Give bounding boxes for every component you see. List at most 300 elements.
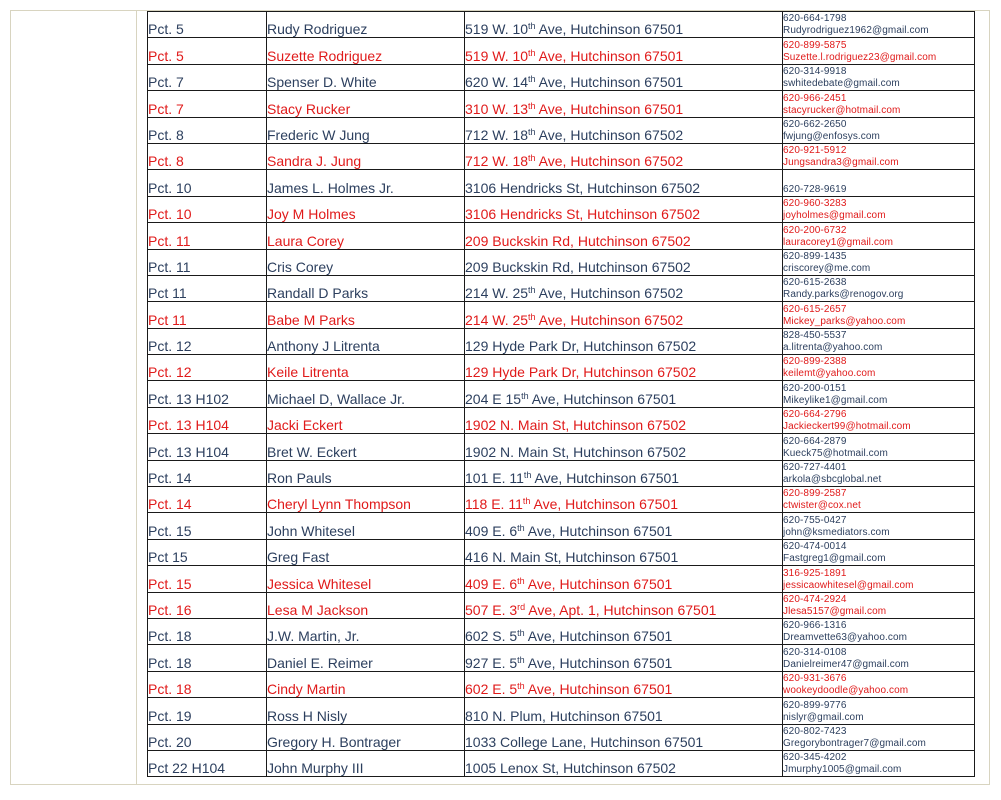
address-cell: [465, 592, 783, 618]
name-cell: [267, 407, 465, 433]
address-main: 209 Buckskin Rd, Hutchinson 67502: [465, 258, 691, 275]
address-main: 602 S. 5: [465, 628, 518, 645]
address-main: 810 N. Plum, Hutchinson 67501: [465, 707, 663, 724]
precinct-label: Pct. 5: [148, 47, 184, 64]
phone-number: 620-727-4401: [783, 462, 847, 474]
name-cell: [267, 513, 465, 539]
name-cell: [267, 38, 465, 64]
address-rest: Ave, Hutchinson 67501: [528, 390, 677, 407]
contact-cell: [783, 91, 975, 117]
precinct-cell: [148, 223, 267, 249]
table-row: [148, 724, 975, 750]
table-row: [148, 592, 975, 618]
contact-cell: [783, 618, 975, 644]
precinct-label: Pct. 12: [148, 338, 192, 355]
address-cell: [465, 750, 783, 776]
address-rest: Ave, Hutchinson 67502: [535, 126, 684, 143]
name-cell: [267, 275, 465, 301]
precinct-label: Pct. 8: [148, 153, 184, 170]
email-address: wookeydoodle@yahoo.com: [783, 685, 909, 697]
address-cell: [465, 196, 783, 222]
person-name: Anthony J Litrenta: [267, 338, 380, 355]
address-rest: Ave, Hutchinson 67501: [535, 74, 684, 91]
precinct-cell: [148, 645, 267, 671]
address-cell: [465, 381, 783, 407]
address-cell: [465, 249, 783, 275]
table-row: [148, 64, 975, 90]
address-main: 519 W. 10: [465, 47, 529, 64]
name-cell: [267, 91, 465, 117]
name-cell: [267, 645, 465, 671]
name-cell: [267, 592, 465, 618]
email-address: jessicaowhitesel@gmail.com: [783, 579, 914, 591]
table-row: [148, 513, 975, 539]
name-cell: [267, 381, 465, 407]
name-cell: [267, 355, 465, 381]
email-address: Fastgreg1@gmail.com: [783, 553, 886, 565]
address-cell: [465, 566, 783, 592]
address-cell: [465, 460, 783, 486]
address-cell: [465, 487, 783, 513]
table-row: [148, 618, 975, 644]
address-ordinal: th: [528, 21, 536, 32]
precinct-label: Pct. 18: [148, 628, 192, 645]
phone-number: 620-899-1435: [783, 250, 847, 262]
contact-cell: [783, 539, 975, 565]
precinct-cell: [148, 698, 267, 724]
phone-number: 620-314-0108: [783, 646, 847, 658]
address-main: 620 W. 14: [465, 74, 529, 91]
email-address: john@ksmediators.com: [783, 526, 890, 538]
phone-number: 620-755-0427: [783, 514, 847, 526]
table-row: [148, 671, 975, 697]
address-main: 1033 College Lane, Hutchinson 67501: [465, 733, 704, 750]
table-row: [148, 223, 975, 249]
name-cell: [267, 698, 465, 724]
person-name: Sandra J. Jung: [267, 153, 362, 170]
address-cell: [465, 328, 783, 354]
precinct-cell: [148, 64, 267, 90]
precinct-cell: [148, 407, 267, 433]
name-cell: [267, 12, 465, 38]
table-row: [148, 196, 975, 222]
phone-number: 620-615-2657: [783, 303, 847, 315]
email-address: arkola@sbcglobal.net: [783, 474, 882, 486]
address-ordinal: th: [522, 496, 531, 507]
email-address: Jungsandra3@gmail.com: [783, 157, 899, 169]
name-cell: [267, 117, 465, 143]
email-address: Suzette.l.rodriguez23@gmail.com: [783, 51, 937, 63]
phone-number: 620-662-2650: [783, 118, 847, 130]
address-rest: Ave, Hutchinson 67501: [535, 100, 684, 117]
address-cell: [465, 12, 783, 38]
contact-cell: [783, 592, 975, 618]
address-main: 507 E. 3: [465, 601, 518, 618]
address-main: 409 E. 6: [465, 522, 518, 539]
address-cell: [465, 513, 783, 539]
precinct-cell: [148, 539, 267, 565]
table-row: [148, 117, 975, 143]
address-cell: [465, 645, 783, 671]
precinct-label: Pct. 16: [148, 601, 192, 618]
table-row: [148, 645, 975, 671]
email-address: Danielreimer47@gmail.com: [783, 658, 909, 670]
contact-cell: [783, 407, 975, 433]
precinct-label: Pct. 15: [148, 575, 192, 592]
table-row: [148, 91, 975, 117]
name-cell: [267, 328, 465, 354]
precinct-label: Pct. 11: [148, 258, 191, 275]
address-main: 1902 N. Main St, Hutchinson 67502: [465, 443, 687, 460]
address-rest: Ave, Hutchinson 67502: [535, 153, 684, 170]
precinct-cell: [148, 434, 267, 460]
email-address: lauracorey1@gmail.com: [783, 236, 894, 248]
person-name: Laura Corey: [267, 232, 345, 249]
precinct-label: Pct. 14: [148, 496, 192, 513]
address-cell: [465, 302, 783, 328]
contact-cell: [783, 487, 975, 513]
address-ordinal: th: [517, 628, 525, 639]
precinct-label: Pct. 7: [148, 100, 184, 117]
person-name: Spenser D. White: [267, 74, 377, 91]
table-row: [148, 143, 975, 169]
precinct-label: Pct. 20: [148, 733, 192, 750]
address-rest: Ave, Hutchinson 67502: [535, 285, 684, 302]
precinct-label: Pct. 13 H104: [148, 417, 229, 434]
phone-number: 620-966-1316: [783, 620, 847, 632]
address-cell: [465, 618, 783, 644]
table-row: [148, 566, 975, 592]
contact-cell: [783, 645, 975, 671]
person-name: Greg Fast: [267, 549, 330, 566]
person-name: Joy M Holmes: [267, 206, 356, 223]
precinct-cell: [148, 513, 267, 539]
name-cell: [267, 539, 465, 565]
table-row: [148, 539, 975, 565]
precinct-label: Pct. 13 H104: [148, 443, 229, 460]
person-name: Lesa M Jackson: [267, 601, 369, 618]
precinct-label: Pct. 15: [148, 522, 192, 539]
precinct-cell: [148, 618, 267, 644]
phone-number: 620-474-0014: [783, 541, 847, 553]
precinct-cell: [148, 381, 267, 407]
table-row: [148, 38, 975, 64]
person-name: Keile Litrenta: [267, 364, 349, 381]
contact-cell: [783, 460, 975, 486]
address-cell: [465, 539, 783, 565]
address-rest: Ave, Hutchinson 67501: [524, 681, 673, 698]
person-name: Jacki Eckert: [267, 417, 343, 434]
table-row: [148, 407, 975, 433]
address-cell: [465, 38, 783, 64]
person-name: Ross H Nisly: [267, 707, 348, 724]
address-cell: [465, 117, 783, 143]
contact-cell: [783, 750, 975, 776]
precinct-cell: [148, 460, 267, 486]
phone-number: 620-802-7423: [783, 725, 847, 737]
table-row: [148, 750, 975, 776]
address-cell: [465, 91, 783, 117]
phone-number: 620-664-2879: [783, 435, 847, 447]
person-name: Suzette Rodriguez: [267, 47, 383, 64]
roster-body: [148, 12, 975, 777]
person-name: Daniel E. Reimer: [267, 654, 373, 671]
contact-cell: [783, 12, 975, 38]
phone-number: 620-664-2796: [783, 409, 847, 421]
precinct-label: Pct. 11: [148, 232, 191, 249]
address-cell: [465, 143, 783, 169]
precinct-cell: [148, 196, 267, 222]
name-cell: [267, 724, 465, 750]
table-row: [148, 328, 975, 354]
person-name: Cris Corey: [267, 258, 334, 275]
address-rest: Ave, Hutchinson 67501: [524, 575, 673, 592]
address-main: 214 W. 25: [465, 285, 529, 302]
contact-cell: [783, 355, 975, 381]
address-cell: [465, 698, 783, 724]
address-rest: Ave, Hutchinson 67501: [531, 470, 680, 487]
phone-number: 620-899-2388: [783, 356, 847, 368]
address-cell: [465, 434, 783, 460]
contact-cell: [783, 117, 975, 143]
address-main: 712 W. 18: [465, 126, 529, 143]
person-name: Frederic W Jung: [267, 126, 370, 143]
phone-number: 620-474-2924: [783, 593, 847, 605]
phone-number: 620-899-5875: [783, 39, 847, 51]
address-main: 1005 Lenox St, Hutchinson 67502: [465, 760, 676, 777]
person-name: Bret W. Eckert: [267, 443, 357, 460]
address-main: 310 W. 13: [465, 100, 529, 117]
email-address: fwjung@enfosys.com: [783, 130, 880, 142]
phone-number: 620-960-3283: [783, 198, 847, 210]
phone-number: 316-925-1891: [783, 567, 847, 579]
contact-cell: [783, 724, 975, 750]
address-main: 209 Buckskin Rd, Hutchinson 67502: [465, 232, 691, 249]
address-main: 602 E. 5: [465, 681, 518, 698]
name-cell: [267, 223, 465, 249]
precinct-cell: [148, 724, 267, 750]
precinct-cell: [148, 12, 267, 38]
name-cell: [267, 618, 465, 644]
person-name: John Whitesel: [267, 522, 355, 539]
precinct-cell: [148, 302, 267, 328]
precinct-cell: [148, 170, 267, 196]
email-address: Randy.parks@renogov.org: [783, 289, 904, 301]
address-rest: Ave, Apt. 1, Hutchinson 67501: [525, 601, 717, 618]
precinct-cell: [148, 566, 267, 592]
phone-number: 828-450-5537: [783, 330, 847, 342]
person-name: Cheryl Lynn Thompson: [267, 496, 411, 513]
table-row: [148, 275, 975, 301]
precinct-label: Pct. 8: [148, 126, 184, 143]
address-main: 927 E. 5: [465, 654, 518, 671]
precinct-label: Pct. 7: [148, 74, 184, 91]
email-address: Rudyrodriguez1962@gmail.com: [783, 25, 929, 37]
person-name: Stacy Rucker: [267, 100, 351, 117]
contact-cell: [783, 223, 975, 249]
precinct-label: Pct. 18: [148, 654, 192, 671]
name-cell: [267, 64, 465, 90]
address-rest: Ave, Hutchinson 67501: [535, 21, 684, 38]
precinct-label: Pct 11: [148, 285, 187, 302]
precinct-cell: [148, 249, 267, 275]
address-main: 129 Hyde Park Dr, Hutchinson 67502: [465, 338, 697, 355]
person-name: Gregory H. Bontrager: [267, 733, 401, 750]
email-address: Mikeylike1@gmail.com: [783, 394, 888, 406]
contact-cell: [783, 513, 975, 539]
name-cell: [267, 170, 465, 196]
address-ordinal: th: [528, 100, 536, 111]
address-ordinal: th: [528, 47, 536, 58]
table-row: [148, 434, 975, 460]
phone-number: 620-921-5912: [783, 145, 847, 157]
phone-number: 620-200-0151: [783, 382, 847, 394]
person-name: Jessica Whitesel: [267, 575, 372, 592]
address-rest: Ave, Hutchinson 67501: [535, 47, 684, 64]
contact-cell: [783, 38, 975, 64]
name-cell: [267, 143, 465, 169]
email-address: Mickey_parks@yahoo.com: [783, 315, 906, 327]
address-cell: [465, 671, 783, 697]
precinct-label: Pct 15: [148, 549, 188, 566]
address-cell: [465, 170, 783, 196]
precinct-label: Pct. 12: [148, 364, 192, 381]
precinct-roster-table: [147, 11, 975, 777]
address-cell: [465, 64, 783, 90]
address-ordinal: th: [523, 470, 532, 481]
address-main: 519 W. 10: [465, 21, 529, 38]
address-ordinal: th: [521, 390, 529, 401]
table-row: [148, 302, 975, 328]
address-main: 204 E 15: [465, 390, 522, 407]
address-ordinal: th: [517, 654, 525, 665]
address-ordinal: th: [517, 575, 525, 586]
table-row: [148, 487, 975, 513]
phone-number: 620-728-9619: [783, 183, 847, 195]
contact-cell: [783, 381, 975, 407]
contact-cell: [783, 196, 975, 222]
contact-cell: [783, 698, 975, 724]
table-row: [148, 355, 975, 381]
contact-cell: [783, 170, 975, 196]
phone-number: 620-966-2451: [783, 92, 847, 104]
precinct-label: Pct. 13 H102: [148, 390, 229, 407]
precinct-cell: [148, 143, 267, 169]
address-main: 214 W. 25: [465, 311, 529, 328]
address-ordinal: th: [528, 126, 536, 137]
person-name: Cindy Martin: [267, 681, 346, 698]
address-ordinal: th: [528, 74, 536, 85]
address-main: 1902 N. Main St, Hutchinson 67502: [465, 417, 687, 434]
phone-number: 620-664-1798: [783, 13, 847, 25]
table-row: [148, 460, 975, 486]
name-cell: [267, 671, 465, 697]
name-cell: [267, 302, 465, 328]
contact-cell: [783, 64, 975, 90]
person-name: John Murphy III: [267, 760, 364, 777]
precinct-label: Pct 11: [148, 311, 187, 328]
address-ordinal: th: [517, 522, 525, 533]
address-main: 118 E. 11: [465, 496, 523, 513]
phone-number: 620-899-9776: [783, 699, 847, 711]
address-cell: [465, 355, 783, 381]
address-main: 416 N. Main St, Hutchinson 67501: [465, 549, 679, 566]
address-ordinal: th: [528, 285, 536, 296]
email-address: Jmurphy1005@gmail.com: [783, 764, 902, 776]
precinct-label: Pct 22 H104: [148, 760, 226, 777]
address-ordinal: th: [528, 311, 536, 322]
address-ordinal: th: [517, 681, 525, 692]
table-row: [148, 249, 975, 275]
table-row: [148, 170, 975, 196]
precinct-cell: [148, 38, 267, 64]
name-cell: [267, 249, 465, 275]
precinct-cell: [148, 487, 267, 513]
address-rest: Ave, Hutchinson 67501: [524, 628, 673, 645]
person-name: Randall D Parks: [267, 285, 369, 302]
email-address: Kueck75@hotmail.com: [783, 447, 888, 459]
email-address: nislyr@gmail.com: [783, 711, 864, 723]
precinct-label: Pct. 19: [148, 707, 192, 724]
address-cell: [465, 724, 783, 750]
name-cell: [267, 487, 465, 513]
table-row: [148, 698, 975, 724]
precinct-label: Pct. 10: [148, 179, 192, 196]
name-cell: [267, 460, 465, 486]
person-name: James L. Holmes Jr.: [267, 179, 394, 196]
precinct-label: Pct. 5: [148, 21, 184, 38]
email-address: stacyrucker@hotmail.com: [783, 104, 901, 116]
person-name: Babe M Parks: [267, 311, 355, 328]
address-main: 3106 Hendricks St, Hutchinson 67502: [465, 206, 701, 223]
contact-cell: [783, 143, 975, 169]
email-address: criscorey@me.com: [783, 262, 871, 274]
address-ordinal: th: [528, 153, 536, 164]
contact-cell: [783, 302, 975, 328]
email-address: swhitedebate@gmail.com: [783, 78, 900, 90]
address-cell: [465, 275, 783, 301]
address-main: 409 E. 6: [465, 575, 518, 592]
contact-cell: [783, 249, 975, 275]
precinct-label: Pct. 14: [148, 470, 192, 487]
precinct-cell: [148, 91, 267, 117]
address-rest: Ave, Hutchinson 67502: [535, 311, 684, 328]
person-name: Ron Pauls: [267, 470, 332, 487]
contact-cell: [783, 566, 975, 592]
frame-divider: [136, 10, 137, 785]
email-address: Gregorybontrager7@gmail.com: [783, 737, 926, 749]
address-main: 101 E. 11: [465, 470, 524, 487]
precinct-cell: [148, 671, 267, 697]
precinct-cell: [148, 328, 267, 354]
email-address: a.litrenta@yahoo.com: [783, 342, 883, 354]
precinct-cell: [148, 275, 267, 301]
phone-number: 620-314-9918: [783, 66, 847, 78]
table-row: [148, 381, 975, 407]
email-address: Jlesa5157@gmail.com: [783, 605, 887, 617]
contact-cell: [783, 275, 975, 301]
precinct-label: Pct. 10: [148, 206, 192, 223]
address-main: 129 Hyde Park Dr, Hutchinson 67502: [465, 364, 697, 381]
table-row: [148, 12, 975, 38]
email-address: keilemt@yahoo.com: [783, 368, 876, 380]
phone-number: 620-931-3676: [783, 673, 847, 685]
person-name: Rudy Rodriguez: [267, 21, 368, 38]
email-address: Jackieckert99@hotmail.com: [783, 421, 911, 433]
phone-number: 620-200-6732: [783, 224, 847, 236]
address-main: 712 W. 18: [465, 153, 529, 170]
person-name: J.W. Martin, Jr.: [267, 628, 360, 645]
